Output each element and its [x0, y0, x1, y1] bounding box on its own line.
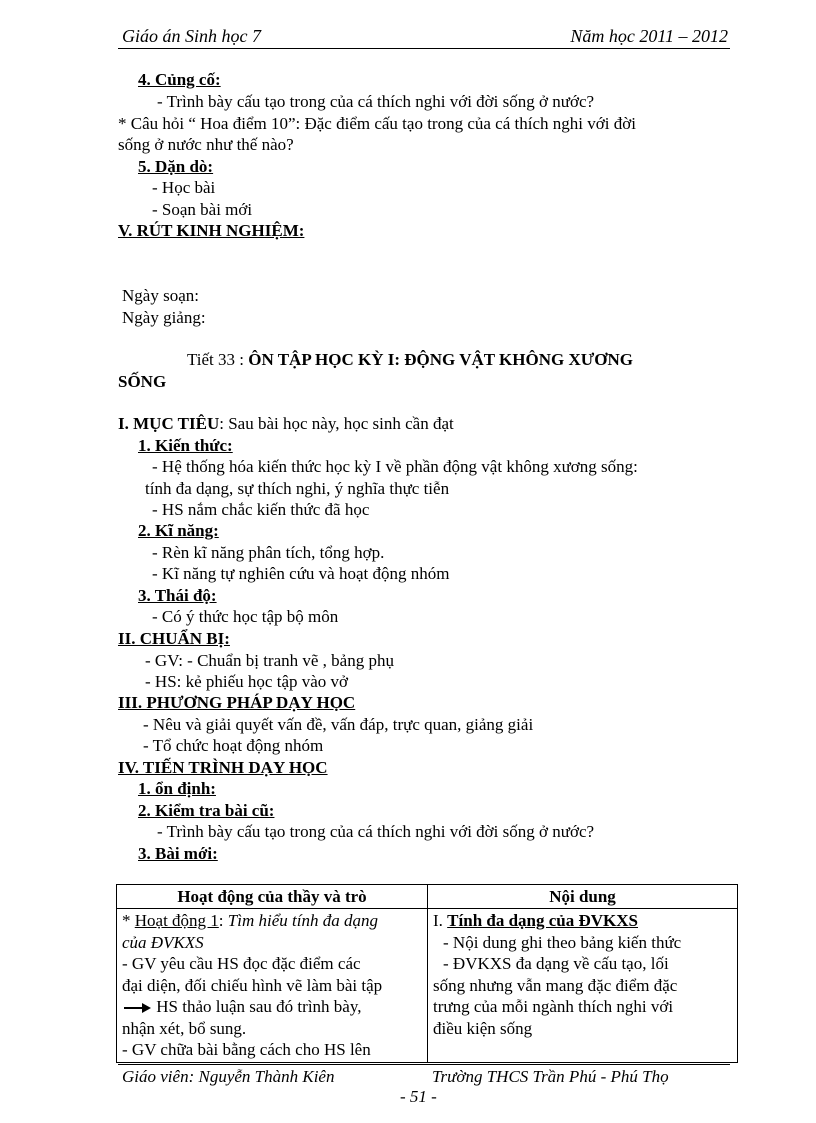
section-phuong-phap: III. PHƯƠNG PHÁP DẠY HỌC	[118, 693, 356, 712]
section-dan-do: 5. Dặn dò:	[138, 157, 214, 176]
text-line: - Kĩ năng tự nghiên cứu và hoạt động nhóm	[152, 564, 450, 583]
table-row	[117, 909, 738, 1063]
table-header-content: Nội dung	[428, 885, 738, 909]
content-cell	[428, 909, 738, 1063]
text-line: - Soạn bài mới	[152, 200, 253, 219]
subsection-on-dinh: 1. ổn định:	[138, 779, 216, 798]
section-muc-tieu	[118, 413, 454, 434]
text-line: - Nêu và giải quyết vấn đề, vấn đáp, trực quan, giảng giải	[143, 715, 534, 734]
activities-cell	[117, 909, 428, 1063]
text-line: HS thảo luận sau đó trình bày,	[156, 997, 362, 1016]
footer-teacher: Giáo viên: Nguyễn Thành Kiên	[122, 1067, 335, 1086]
text-line: - HS nắm chắc kiến thức đã học	[152, 500, 370, 519]
arrow-right-icon	[122, 1002, 152, 1014]
muc-tieu-intro: : Sau bài học này, học sinh cần đạt	[219, 414, 454, 433]
content-heading: Tính đa dạng của ĐVKXS	[447, 911, 639, 930]
table-header-activities: Hoạt động của thầy và trò	[117, 885, 428, 909]
footer-school: Trường THCS Trần Phú - Phú Thọ	[432, 1067, 669, 1086]
subsection-bai-moi: 3. Bài mới:	[138, 844, 218, 863]
date-taught-label: Ngày giảng:	[122, 308, 206, 327]
activity-title-continued: của ĐVKXS	[122, 932, 204, 952]
lesson-number: Tiết 33 :	[187, 350, 249, 369]
text-line: - GV: - Chuẩn bị tranh vẽ , bảng phụ	[145, 651, 394, 670]
date-prepared-label: Ngày soạn:	[122, 286, 199, 305]
text-line: - Học bài	[152, 178, 216, 197]
subsection-kien-thuc: 1. Kiến thức:	[138, 436, 233, 455]
text-line: trưng của mỗi ngành thích nghi với	[433, 997, 674, 1016]
content-number: I.	[433, 911, 448, 930]
text-line: sống nhưng vẫn mang đặc điểm đặc	[433, 975, 678, 995]
text-line: sống ở nước như thế nào?	[118, 135, 294, 154]
colon: :	[218, 911, 228, 930]
text-line: - GV chữa bài bằng cách cho HS lên	[122, 1040, 371, 1059]
text-line: - Trình bày cấu tạo trong của cá thích nghi với đời sống ở nước?	[157, 822, 595, 841]
text-line: tính đa dạng, sự thích nghi, ý nghĩa thực tiễn	[145, 479, 450, 498]
text-line: - Trình bày cấu tạo trong của cá thích nghi với đời sống ở nước?	[157, 92, 595, 111]
section-rut-kinh-nghiem: V. RÚT KINH NGHIỆM:	[118, 221, 305, 240]
header-subject: Giáo án Sinh học 7	[122, 26, 261, 46]
text-line: điều kiện sống	[433, 1018, 533, 1038]
activity-title: Tìm hiểu tính đa dạng	[227, 911, 378, 930]
lesson-title	[187, 349, 633, 370]
text-line: nhận xét, bổ sung.	[122, 1018, 247, 1038]
text-line: - ĐVKXS đa dạng về cấu tạo, lối	[443, 954, 669, 973]
table-header-row	[117, 885, 738, 909]
text-line: - GV yêu cầu HS đọc đặc điểm các	[122, 954, 361, 973]
text-line: - Hệ thống hóa kiến thức học kỳ I về phần động vật không xương sống:	[152, 457, 638, 476]
muc-tieu-heading: I. MỤC TIÊU	[118, 414, 220, 433]
text-line: - Rèn kĩ năng phân tích, tổng hợp.	[152, 543, 385, 562]
page-number: - 51 -	[400, 1087, 437, 1106]
lesson-title-continued: SỐNG	[118, 372, 167, 391]
text-line: - Có ý thức học tập bộ môn	[152, 607, 339, 626]
page-header	[118, 24, 730, 49]
section-chuan-bi: II. CHUẨN BỊ:	[118, 629, 230, 648]
activity-label: Hoạt động 1	[134, 911, 219, 930]
subsection-kiem-tra: 2. Kiểm tra bài cũ:	[138, 801, 275, 820]
text-line: - HS: kẻ phiếu học tập vào vở	[145, 672, 349, 691]
text-line: - Nội dung ghi theo bảng kiến thức	[443, 932, 682, 952]
section-tien-trinh: IV. TIẾN TRÌNH DẠY HỌC	[118, 758, 328, 777]
section-cung-co: 4. Củng cố:	[138, 70, 221, 89]
lesson-title-text: ÔN TẬP HỌC KỲ I: ĐỘNG VẬT KHÔNG XƯƠNG	[248, 350, 633, 369]
bullet-star: *	[122, 911, 135, 930]
text-line: đại diện, đối chiếu hình vẽ làm bài tập	[122, 975, 383, 995]
lesson-table	[116, 884, 738, 1063]
header-school-year: Năm học 2011 – 2012	[570, 26, 728, 46]
footer-rule	[118, 1064, 730, 1066]
text-line: - Tổ chức hoạt động nhóm	[143, 736, 324, 755]
text-line: * Câu hỏi “ Hoa điểm 10”: Đặc điểm cấu tạo trong của cá thích nghi với đời	[118, 114, 636, 133]
subsection-ki-nang: 2. Kĩ năng:	[138, 521, 219, 540]
subsection-thai-do: 3. Thái độ:	[138, 586, 217, 605]
